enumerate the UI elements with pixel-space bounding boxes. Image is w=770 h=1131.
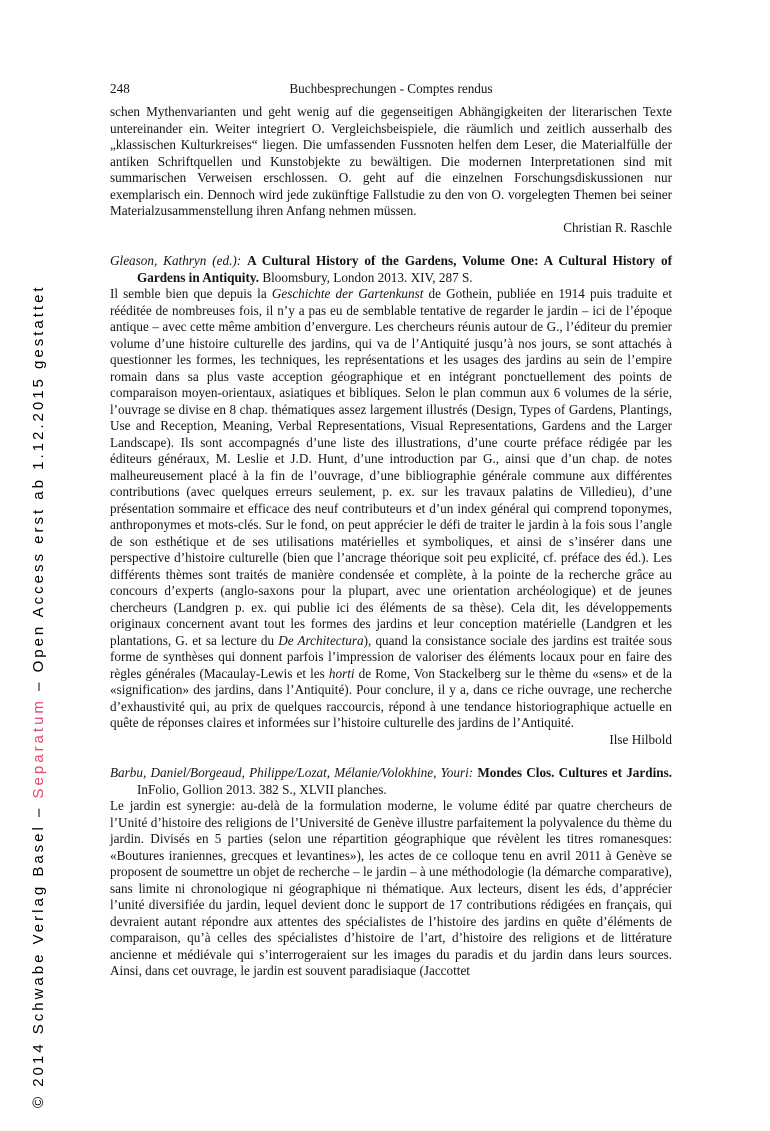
reviewer-signature: Christian R. Raschle bbox=[563, 219, 672, 235]
page-content bbox=[110, 80, 672, 980]
page-header bbox=[110, 80, 672, 97]
copyright-sidebar bbox=[30, 284, 47, 1108]
separatum-label: Separatum bbox=[30, 698, 47, 799]
review-section-raschle bbox=[110, 104, 672, 236]
review-heading: Barbu, Daniel/Borgeaud, Philippe/Lozat, Mélanie/Volokhine, Youri: Mondes Clos. Cultures et Jardins. InFolio, Gollion 2013. 382 S., XLVII planches. bbox=[110, 765, 672, 797]
review-section-barbu bbox=[110, 765, 672, 980]
copyright-prefix: © 2014 Schwabe Verlag Basel – bbox=[30, 798, 47, 1108]
reviewer-signature: Ilse Hilbold bbox=[609, 731, 672, 747]
page-number: 248 bbox=[110, 81, 130, 96]
review-body: Il semble bien que depuis la Geschichte der Gartenkunst de Gothein, publiée en 1914 puis traduite et rééditée de nombreuses fois, il n’y a pas eu de semblable tentative de regarder le jardin – ici de l’époque antique – avec cette même ambition d’envergure. Les chercheurs réunis autour de G., l’éditeur du premier volume d’une histoire culturelle des jardins, qui va de l’Antiquité jusqu’à nos jours, se sont attachés à questionner les formes, les techniques, les représentations et les usages des jardins au sein de l’empire romain dans sa plus vaste acception géographique et en intégrant ponctuellement des points de comparaison moyen-orientaux, asiatiques et bibliques. Selon le plan commun aux 6 volumes de la série, l’ouvrage se divise en 8 chap. thématiques assez largement illustrés (Design, Types of Gardens, Plantings, Use and Reception, Meaning, Verbal Representations, Visual Representations, Gardens and the Larger Landscape). Ils sont accompagnés d’une liste des illustrations, d’une courte préface rédigée par les éditeurs généraux, M. Leslie et J.D. Hunt, d’une introduction par G., ainsi que d’un chap. de notes malheureusement placé à la fin de l’ouvrage, d’une bibliographie générale commune aux différentes contributions (avec quelques erreurs seulement, p. ex. sur les travaux palatins de Villedieu), d’une présentation sommaire et efficace des neuf contributeurs et d’un index général qui comprend toponymes, anthroponymes et mots-clés. Sur le fond, on peut apprécier le défi de traiter le jardin à la fois sous l’angle de son esthétique et de ses utilisations matérielles et symboliques, et ainsi de s’insérer dans une perspective d’histoire culturelle (bien que l’ancrage théorique soit peu explicité, cf. préface des éd.). Les différents thèmes sont traités de manière condensée et complète, à la pointe de la recherche grâce au concours d’experts (anglo-saxons pour la plupart, avec une orientation archéologique) et de jeunes chercheurs (Landgren p. ex. qui publie ici des éléments de sa thèse). Cela dit, les développements originaux concernent avant tout les formes des jardins et leur conception matérielle (Landgren et les plantations, G. et sa lecture du De Architectura), quand la consistance sociale des jardins est traitée sous forme de synthèses qui donnent parfois l’impression de valoriser des éléments locaux pour en faire des règles générales (Macaulay-Lewis et les horti de Rome, Von Stackelberg sur le thème du «sens» et de la «signification» des jardins, dans l’Antiquité). Pour conclure, il y a, dans ce riche ouvrage, une recherche d’exhaustivité qui, au prix de quelques raccourcis, répond à une tendance historiographique actuelle en quête de réponses claires et informées sur l’histoire culturelle des jardins de l’Antiquité. bbox=[110, 286, 672, 730]
review-heading: Gleason, Kathryn (ed.): A Cultural History of the Gardens, Volume One: A Cultural History of Gardens in Antiquity. Bloomsbury, London 2013. XIV, 287 S. bbox=[110, 253, 672, 285]
review-section-gleason bbox=[110, 253, 672, 748]
review-body: schen Mythenvarianten und geht wenig auf die gegenseitigen Abhängigkeiten der literarischen Texte untereinander ein. Weiter integriert O. Vergleichsbeispiele, die räumlich und zeitlich ausserhalb des „klassischen Kulturkreises“ liegen. Die umfassenden Fussnoten helfen dem Leser, die Materialfülle der antiken Schriftquellen und Kunstobjekte zu bewältigen. Die modernen Interpretationen sind mit summarischen Verweisen erschlossen. O. geht auf die einzelnen Forschungsdiskussionen nur exemplarisch ein. Dennoch wird jede zukünftige Fallstudie zu den von O. vorgelegten Themen bei seiner Materialzusammenstellung ihren Anfang nehmen müssen. bbox=[110, 104, 672, 218]
copyright-suffix: – Open Access erst ab 1.12.2015 gestattet bbox=[30, 284, 47, 699]
header-title: Buchbesprechungen - Comptes rendus bbox=[289, 81, 493, 96]
review-body: Le jardin est synergie: au-delà de la formulation moderne, le volume édité par quatre chercheurs de l’Unité d’histoire des religions de l’Université de Genève illustre parfaitement la polyvalence du thème du jardin. Divisés en 5 parties (selon une répartition géographique que révèlent les titres romanesques: «Boutures iraniennes, grecques et levantines»), les actes de ce colloque tenu en avril 2011 à Genève se proposent de soumettre un objet de recherche – le jardin – à une méthodologie (la démarche comparative), sans limite ni chronologique ni géographique ni thématique. Aux lecteurs, disent les éds, d’apprécier l’unité diversifiée du jardin, lequel devient donc le support de 17 contributions rédigées en français, qui devraient autant répondre aux attentes des spécialistes de l’histoire des jardins en quête d’éléments de comparaison, qu’à celles des spécialistes d’histoire de l’art, d’histoire des religions et de littérature ancienne et médiévale qui s’interrogeraient sur les images du paradis et du jardin dans leurs sources. Ainsi, dans cet ouvrage, le jardin est souvent paradisiaque (Jaccottet bbox=[110, 798, 672, 978]
